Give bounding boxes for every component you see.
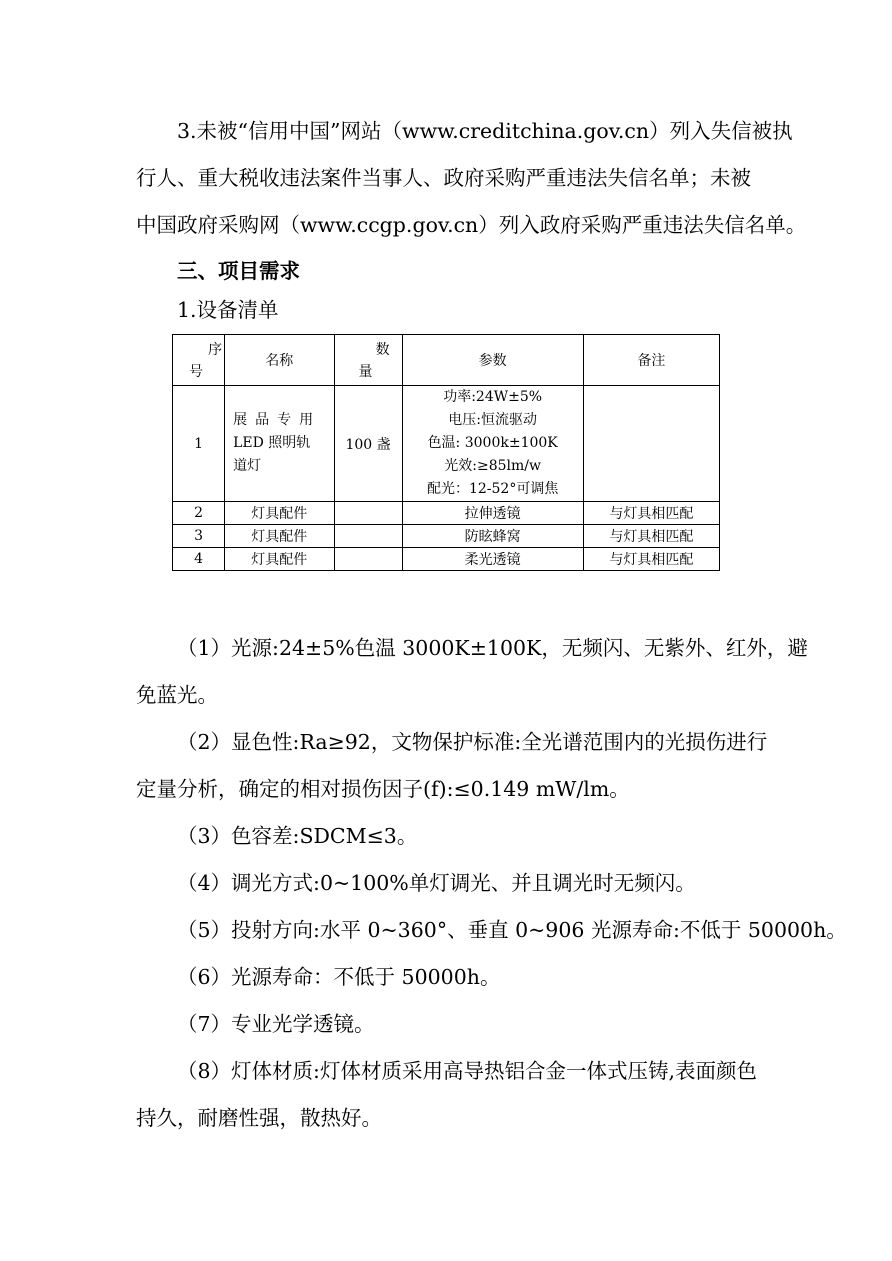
cell-params: 柔光透镜 (402, 548, 583, 571)
requirement-1-line-1: （1）光源:24±5%色温 3000K±100K，无频闪、无紫外、红外，避 (177, 636, 808, 660)
header-remark: 备注 (583, 335, 719, 386)
cell-qty (334, 548, 402, 571)
cell-name: 灯具配件 (225, 502, 334, 525)
cell-seq: 1 (173, 386, 225, 502)
table-row (173, 525, 720, 548)
equipment-table (172, 334, 720, 571)
requirement-6: （6）光源寿命：不低于 50000h。 (177, 965, 501, 989)
intro-line-1: 3.未被“信用中国”网站（www.creditchina.gov.cn）列入失信被执 (177, 119, 793, 143)
table-row (173, 502, 720, 525)
header-name: 名称 (225, 335, 334, 386)
intro-line-3: 中国政府采购网（www.ccgp.gov.cn）列入政府采购严重违法失信名单。 (136, 213, 807, 237)
requirement-2-line-2: 定量分析，确定的相对损伤因子(f):≤0.149 mW/lm。 (136, 777, 630, 801)
cell-name: 灯具配件 (225, 525, 334, 548)
table-header-row (173, 335, 720, 386)
requirement-2-line-1: （2）显色性:Ra≥92，文物保护标准:全光谱范围内的光损伤进行 (177, 730, 768, 754)
cell-params: 功率:24W±5% 电压:恒流驱动 色温: 3000k±100K 光效:≥85lm/w 配光：12-52°可调焦 (402, 386, 583, 502)
header-qty: 数 量 (334, 335, 402, 386)
header-seq: 序 号 (173, 335, 225, 386)
cell-params: 防眩蜂窝 (402, 525, 583, 548)
cell-seq: 3 (173, 525, 225, 548)
table-row (173, 386, 720, 502)
intro-line-2: 行人、重大税收违法案件当事人、政府采购严重违法失信名单；未被 (136, 166, 751, 190)
cell-remark: 与灯具相匹配 (583, 502, 719, 525)
table-subheading: 1.设备清单 (177, 298, 279, 322)
table-row (173, 548, 720, 571)
cell-remark: 与灯具相匹配 (583, 548, 719, 571)
requirement-4: （4）调光方式:0~100%单灯调光、并且调光时无频闪。 (177, 871, 696, 895)
cell-qty (334, 502, 402, 525)
section-heading: 三、项目需求 (177, 259, 300, 283)
header-params: 参数 (402, 335, 583, 386)
requirement-5: （5）投射方向:水平 0~360°、垂直 0~906 光源寿命:不低于 50000h。 (177, 918, 847, 942)
requirement-8-line-2: 持久，耐磨性强，散热好。 (136, 1106, 382, 1130)
cell-seq: 4 (173, 548, 225, 571)
cell-remark: 与灯具相匹配 (583, 525, 719, 548)
requirement-3: （3）色容差:SDCM≤3。 (177, 824, 418, 848)
cell-qty (334, 525, 402, 548)
cell-seq: 2 (173, 502, 225, 525)
cell-name: 灯具配件 (225, 548, 334, 571)
requirement-7: （7）专业光学透镜。 (177, 1012, 375, 1036)
requirement-8-line-1: （8）灯体材质:灯体材质采用高导热铝合金一体式压铸,表面颜色 (177, 1059, 757, 1083)
cell-qty: 100 盏 (334, 386, 402, 502)
cell-params: 拉伸透镜 (402, 502, 583, 525)
cell-remark (583, 386, 719, 502)
cell-name: 展品专用 LED 照明轨 道灯 (225, 386, 334, 502)
requirement-1-line-2: 免蓝光。 (136, 683, 218, 707)
